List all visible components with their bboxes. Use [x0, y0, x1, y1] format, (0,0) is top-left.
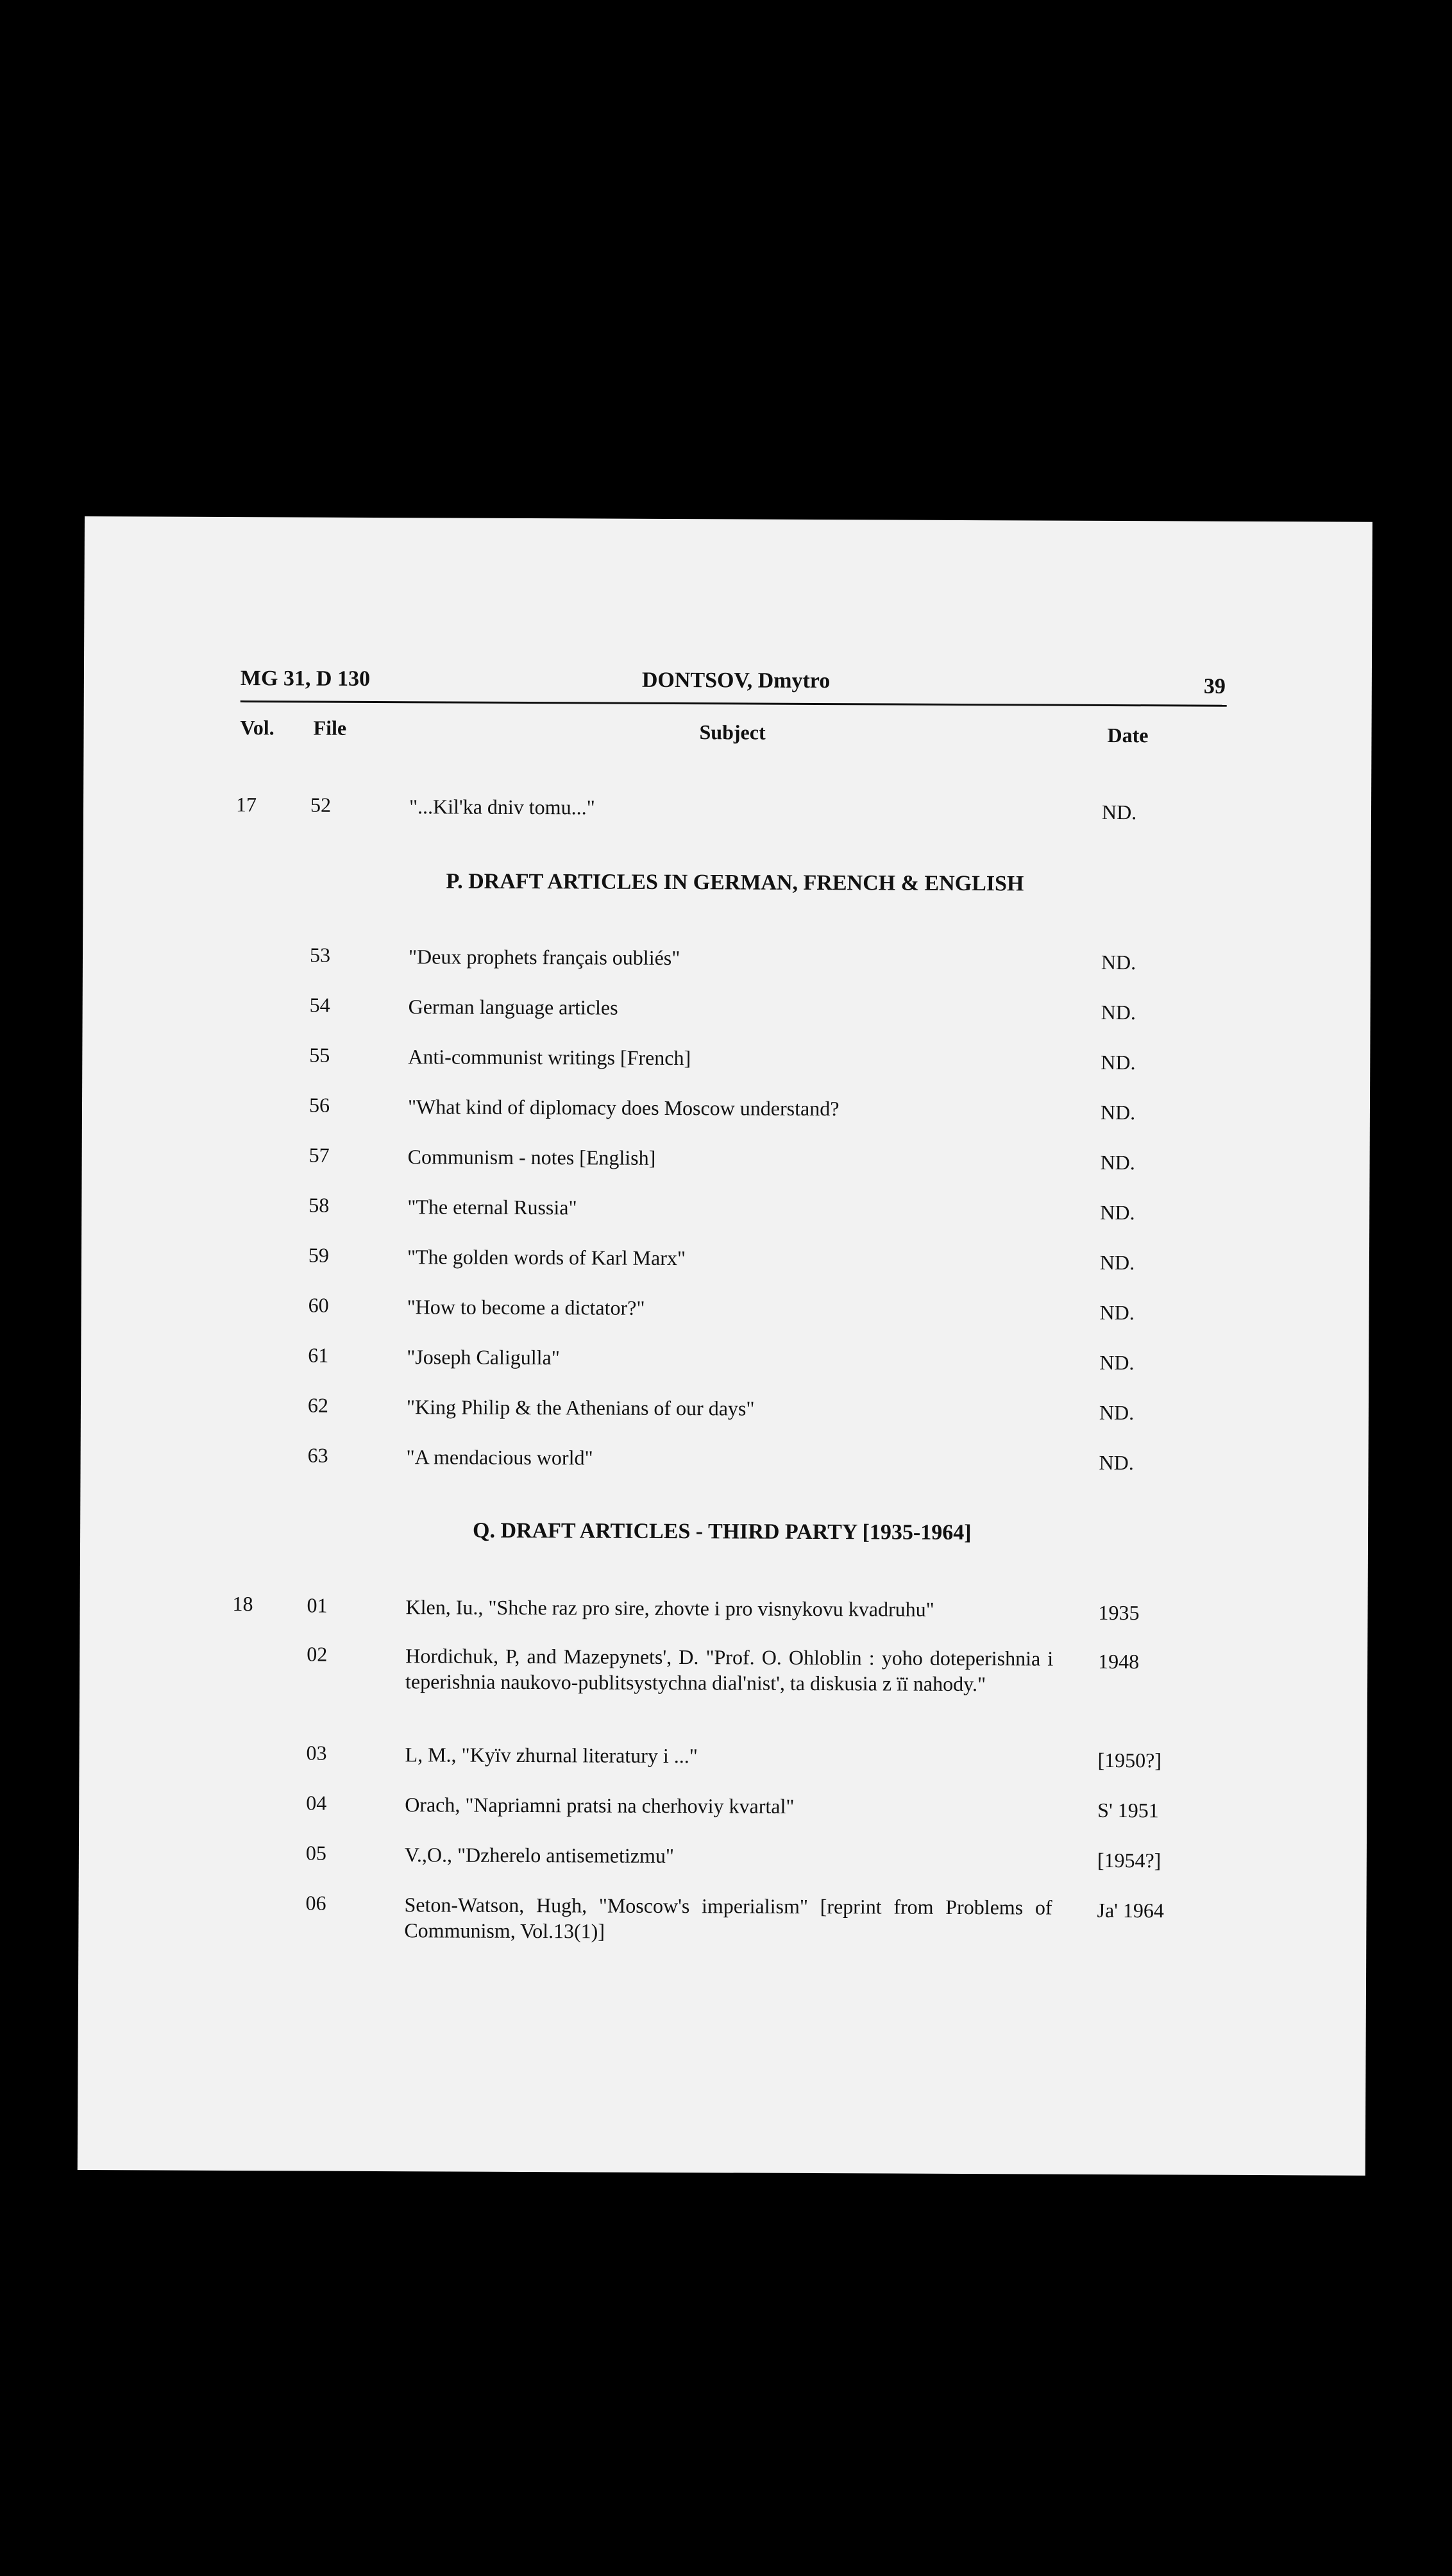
subject-text: "The eternal Russia"	[407, 1195, 577, 1219]
date-text: ND.	[1101, 800, 1137, 824]
file-number: 52	[310, 793, 332, 817]
document-title: DONTSOV, Dmytro	[641, 668, 831, 693]
column-header-vol: Vol.	[240, 716, 274, 740]
file-number: 03	[306, 1741, 327, 1765]
file-number: 58	[308, 1193, 330, 1217]
header-rule	[241, 700, 1227, 707]
date-text: 1935	[1098, 1600, 1140, 1625]
subject-text: "Deux prophets français oubliés"	[408, 945, 680, 970]
date-text: S' 1951	[1097, 1798, 1159, 1822]
vol-number: 18	[232, 1592, 253, 1616]
date-text: ND.	[1099, 1300, 1135, 1325]
date-text: [1950?]	[1097, 1748, 1162, 1772]
date-text: ND.	[1099, 1250, 1135, 1275]
file-number: 60	[308, 1293, 329, 1317]
subject-text: V.,O., "Dzherelo antisemetizmu"	[404, 1843, 675, 1868]
file-number: 53	[309, 943, 331, 967]
date-text: [1954?]	[1097, 1848, 1161, 1872]
subject-text: "...Kil'ka dniv tomu..."	[409, 795, 595, 819]
subject-text: Seton-Watson, Hugh, "Moscow's imperialism" [reprint from Problems of Communism, Vol.13(1)]	[404, 1893, 1052, 1943]
date-text: ND.	[1099, 1350, 1135, 1375]
date-text: Ja' 1964	[1097, 1898, 1165, 1922]
file-number: 02	[307, 1642, 328, 1666]
column-header-subject: Subject	[699, 720, 766, 744]
subject-text: Anti-communist writings [French]	[408, 1045, 691, 1070]
date-text: ND.	[1100, 1150, 1135, 1174]
collection-reference: MG 31, D 130	[240, 666, 371, 691]
file-number: 62	[307, 1393, 329, 1417]
subject-text: Orach, "Napriamni pratsi na cherhoviy kvartal"	[405, 1793, 795, 1818]
vol-number: 17	[235, 793, 257, 817]
date-text: ND.	[1100, 1200, 1135, 1224]
date-text: 1948	[1098, 1649, 1140, 1674]
subject-text: Hordichuk, P, and Mazepynets', D. "Prof. O. Ohloblin : yoho doteperishnia i teperishnia naukovo-publitsystychna dial'nist', ta diskusia z ïï nahody."	[405, 1644, 1054, 1696]
subject-text: "Joseph Caligulla"	[407, 1345, 560, 1369]
column-header-date: Date	[1107, 723, 1149, 747]
file-number: 05	[305, 1841, 326, 1865]
file-number: 59	[308, 1243, 330, 1267]
file-number: 57	[308, 1143, 330, 1167]
subject-text: Communism - notes [English]	[407, 1145, 656, 1169]
page-number: 39	[1203, 674, 1226, 699]
section-heading-q: Q. DRAFT ARTICLES - THIRD PARTY [1935-1964]	[473, 1518, 972, 1545]
section-heading-p: P. DRAFT ARTICLES IN GERMAN, FRENCH & ENGLISH	[446, 869, 1024, 896]
column-header-file: File	[313, 716, 347, 740]
subject-text: "What kind of diplomacy does Moscow understand?	[407, 1095, 840, 1121]
subject-text: "How to become a dictator?"	[407, 1295, 645, 1319]
file-number: 63	[307, 1443, 328, 1467]
file-number: 56	[308, 1093, 330, 1117]
date-text: ND.	[1101, 950, 1136, 974]
date-text: ND.	[1099, 1400, 1135, 1425]
date-text: ND.	[1101, 1000, 1136, 1024]
file-number: 01	[307, 1593, 328, 1617]
file-number: 06	[305, 1891, 326, 1915]
date-text: ND.	[1099, 1450, 1134, 1475]
subject-text: "A mendacious world"	[406, 1445, 593, 1470]
subject-text: German language articles	[408, 995, 618, 1019]
date-text: ND.	[1100, 1100, 1136, 1124]
file-number: 54	[309, 993, 330, 1017]
file-number: 61	[308, 1343, 329, 1367]
date-text: ND.	[1101, 1050, 1136, 1074]
subject-text: L, M., "Kyïv zhurnal literatury i ..."	[405, 1743, 698, 1768]
subject-text: Klen, Iu., "Shche raz pro sire, zhovte i pro visnykovu kvadruhu"	[405, 1595, 934, 1621]
file-number: 55	[309, 1043, 330, 1067]
file-number: 04	[306, 1791, 327, 1815]
subject-text: "The golden words of Karl Marx"	[407, 1245, 686, 1270]
document-page	[78, 516, 1372, 2176]
subject-text: "King Philip & the Athenians of our days"	[406, 1395, 755, 1420]
